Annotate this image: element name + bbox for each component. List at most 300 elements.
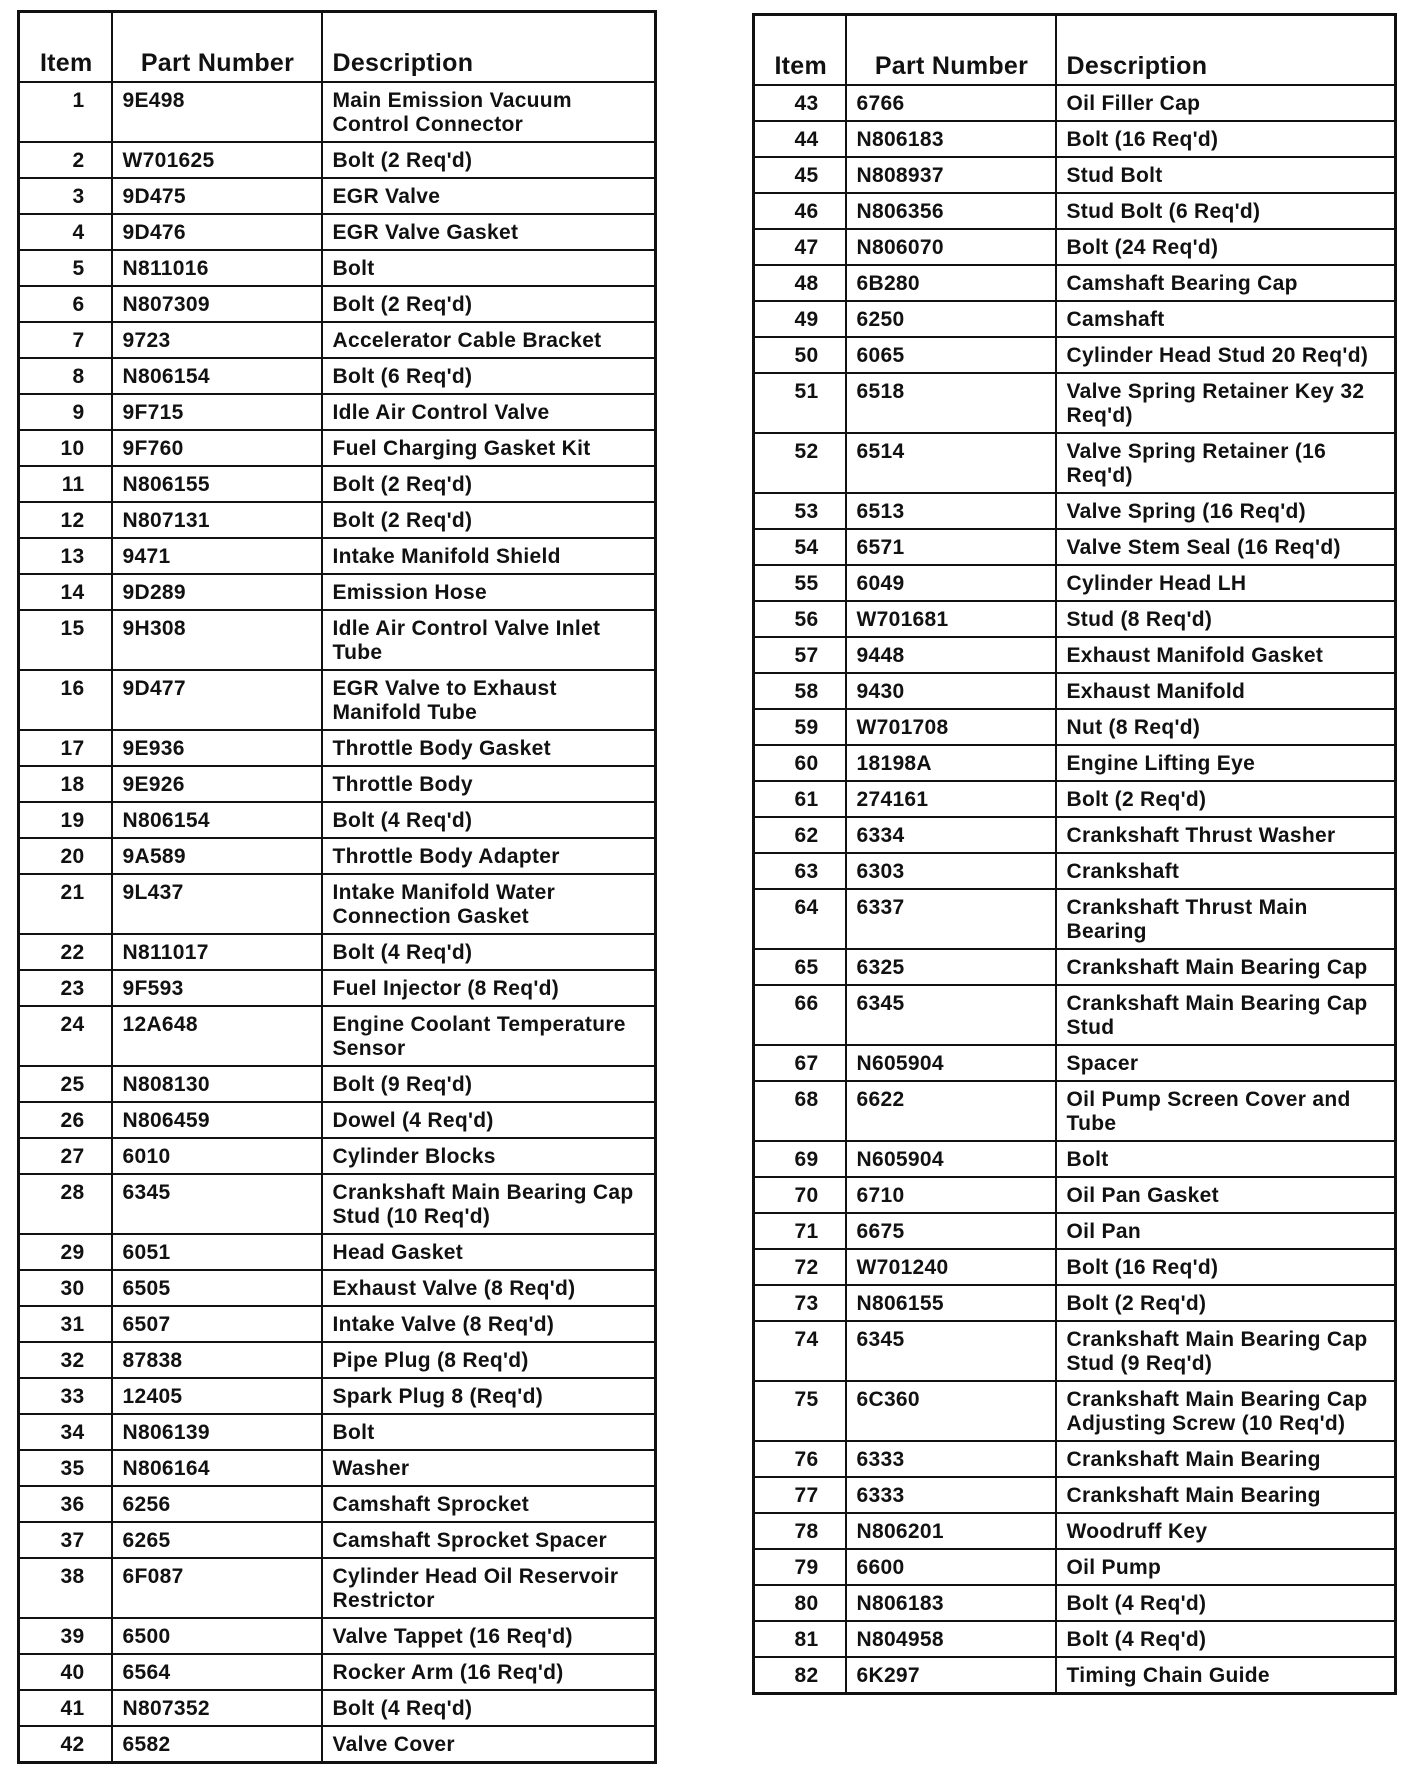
- part-number-cell: 6564: [112, 1654, 322, 1690]
- table-row: [19, 1486, 656, 1522]
- description-cell: Oil Filler Cap: [1056, 85, 1396, 121]
- item-number-cell: 29: [19, 1234, 112, 1270]
- table-row: [19, 358, 656, 394]
- table-row: [754, 1213, 1396, 1249]
- item-number-cell: 45: [754, 157, 846, 193]
- table-row: [754, 85, 1396, 121]
- table-row: [19, 610, 656, 670]
- description-cell: Stud (8 Req'd): [1056, 601, 1396, 637]
- part-number-cell: W701240: [846, 1249, 1056, 1285]
- description-cell: Dowel (4 Req'd): [322, 1102, 656, 1138]
- table-row: [754, 1441, 1396, 1477]
- part-number-cell: 6303: [846, 853, 1056, 889]
- table-row: [754, 1321, 1396, 1381]
- table-row: [19, 766, 656, 802]
- description-cell: Crankshaft Main Bearing Cap Stud (10 Req'd): [322, 1174, 656, 1234]
- description-cell: Bolt: [322, 1414, 656, 1450]
- part-number-cell: N811017: [112, 934, 322, 970]
- item-number-cell: 70: [754, 1177, 846, 1213]
- part-number-cell: 6B280: [846, 265, 1056, 301]
- description-cell: Bolt (16 Req'd): [1056, 121, 1396, 157]
- table-row: [19, 1414, 656, 1450]
- item-number-cell: 18: [19, 766, 112, 802]
- table-row: [19, 214, 656, 250]
- header-row: [19, 12, 656, 82]
- description-cell: Exhaust Valve (8 Req'd): [322, 1270, 656, 1306]
- item-number-cell: 9: [19, 394, 112, 430]
- description-cell: Crankshaft Main Bearing: [1056, 1441, 1396, 1477]
- part-number-cell: 6334: [846, 817, 1056, 853]
- item-number-cell: 26: [19, 1102, 112, 1138]
- item-number-cell: 33: [19, 1378, 112, 1414]
- table-row: [754, 601, 1396, 637]
- part-number-cell: 9E936: [112, 730, 322, 766]
- description-cell: Cylinder Head Stud 20 Req'd): [1056, 337, 1396, 373]
- part-number-cell: 6675: [846, 1213, 1056, 1249]
- header-row: [754, 15, 1396, 85]
- description-cell: Idle Air Control Valve: [322, 394, 656, 430]
- item-number-cell: 24: [19, 1006, 112, 1066]
- part-number-cell: N605904: [846, 1045, 1056, 1081]
- part-number-cell: W701625: [112, 142, 322, 178]
- item-number-cell: 76: [754, 1441, 846, 1477]
- part-number-cell: 6333: [846, 1477, 1056, 1513]
- part-number-cell: 6345: [846, 985, 1056, 1045]
- item-number-cell: 7: [19, 322, 112, 358]
- table-row: [754, 529, 1396, 565]
- description-cell: Bolt (4 Req'd): [322, 934, 656, 970]
- description-cell: Accelerator Cable Bracket: [322, 322, 656, 358]
- description-cell: Spark Plug 8 (Req'd): [322, 1378, 656, 1414]
- table-row: [754, 265, 1396, 301]
- part-number-cell: N806070: [846, 229, 1056, 265]
- description-cell: Idle Air Control Valve Inlet Tube: [322, 610, 656, 670]
- description-cell: Bolt (4 Req'd): [1056, 1585, 1396, 1621]
- table-row: [754, 1081, 1396, 1141]
- part-number-cell: 9L437: [112, 874, 322, 934]
- description-cell: Oil Pump Screen Cover and Tube: [1056, 1081, 1396, 1141]
- part-number-cell: 12A648: [112, 1006, 322, 1066]
- part-number-cell: 87838: [112, 1342, 322, 1378]
- table-row: [754, 565, 1396, 601]
- item-number-cell: 73: [754, 1285, 846, 1321]
- part-number-cell: 6507: [112, 1306, 322, 1342]
- description-cell: Crankshaft Thrust Washer: [1056, 817, 1396, 853]
- item-number-cell: 6: [19, 286, 112, 322]
- item-number-cell: 80: [754, 1585, 846, 1621]
- description-header: Description: [322, 12, 656, 82]
- parts-table-left: [17, 10, 657, 1764]
- item-number-cell: 23: [19, 970, 112, 1006]
- part-number-cell: 9F715: [112, 394, 322, 430]
- item-number-cell: 5: [19, 250, 112, 286]
- table-row: [19, 1378, 656, 1414]
- table-row: [19, 1270, 656, 1306]
- table-row: [754, 157, 1396, 193]
- item-number-cell: 43: [754, 85, 846, 121]
- part-number-cell: 6518: [846, 373, 1056, 433]
- table-row: [19, 874, 656, 934]
- description-cell: Bolt: [322, 250, 656, 286]
- description-cell: Valve Spring (16 Req'd): [1056, 493, 1396, 529]
- table-row: [754, 301, 1396, 337]
- description-cell: Intake Manifold Water Connection Gasket: [322, 874, 656, 934]
- table-body-right: [754, 85, 1396, 1694]
- part-number-cell: 9723: [112, 322, 322, 358]
- item-number-cell: 31: [19, 1306, 112, 1342]
- description-cell: Crankshaft Main Bearing: [1056, 1477, 1396, 1513]
- item-number-cell: 28: [19, 1174, 112, 1234]
- table-row: [19, 970, 656, 1006]
- description-cell: Exhaust Manifold: [1056, 673, 1396, 709]
- item-number-cell: 67: [754, 1045, 846, 1081]
- table-row: [19, 838, 656, 874]
- part-number-cell: N806356: [846, 193, 1056, 229]
- item-number-cell: 17: [19, 730, 112, 766]
- table-row: [754, 1477, 1396, 1513]
- table-row: [754, 373, 1396, 433]
- table-row: [754, 637, 1396, 673]
- table-body-left: [19, 82, 656, 1763]
- description-cell: Head Gasket: [322, 1234, 656, 1270]
- description-cell: Valve Spring Retainer Key 32 Req'd): [1056, 373, 1396, 433]
- table-row: [19, 574, 656, 610]
- description-cell: Cylinder Head LH: [1056, 565, 1396, 601]
- item-number-cell: 2: [19, 142, 112, 178]
- table-row: [19, 1006, 656, 1066]
- description-cell: Stud Bolt (6 Req'd): [1056, 193, 1396, 229]
- table-row: [19, 394, 656, 430]
- item-number-cell: 51: [754, 373, 846, 433]
- table-row: [754, 853, 1396, 889]
- part-number-cell: 6010: [112, 1138, 322, 1174]
- part-number-cell: 9430: [846, 673, 1056, 709]
- part-number-cell: 6325: [846, 949, 1056, 985]
- description-cell: Bolt (2 Req'd): [1056, 781, 1396, 817]
- item-number-cell: 19: [19, 802, 112, 838]
- table-row: [19, 1522, 656, 1558]
- item-number-cell: 65: [754, 949, 846, 985]
- table-row: [19, 250, 656, 286]
- table-row: [754, 121, 1396, 157]
- description-cell: Crankshaft: [1056, 853, 1396, 889]
- description-cell: Bolt (2 Req'd): [1056, 1285, 1396, 1321]
- part-number-cell: 9D476: [112, 214, 322, 250]
- table-row: [19, 730, 656, 766]
- table-row: [19, 82, 656, 142]
- item-number-cell: 48: [754, 265, 846, 301]
- description-cell: Bolt (4 Req'd): [322, 1690, 656, 1726]
- part-number-cell: 9H308: [112, 610, 322, 670]
- part-number-cell: 6250: [846, 301, 1056, 337]
- description-cell: Valve Stem Seal (16 Req'd): [1056, 529, 1396, 565]
- item-number-cell: 71: [754, 1213, 846, 1249]
- description-cell: Valve Cover: [322, 1726, 656, 1763]
- table-row: [19, 1306, 656, 1342]
- part-number-cell: N808130: [112, 1066, 322, 1102]
- description-cell: Bolt (2 Req'd): [322, 502, 656, 538]
- description-cell: Throttle Body Adapter: [322, 838, 656, 874]
- part-number-cell: N806154: [112, 358, 322, 394]
- description-cell: Fuel Charging Gasket Kit: [322, 430, 656, 466]
- item-number-cell: 37: [19, 1522, 112, 1558]
- item-number-cell: 55: [754, 565, 846, 601]
- part-number-cell: N807309: [112, 286, 322, 322]
- description-cell: Stud Bolt: [1056, 157, 1396, 193]
- description-cell: Oil Pump: [1056, 1549, 1396, 1585]
- table-row: [19, 934, 656, 970]
- part-number-cell: 6600: [846, 1549, 1056, 1585]
- part-number-cell: 6265: [112, 1522, 322, 1558]
- description-cell: EGR Valve to Exhaust Manifold Tube: [322, 670, 656, 730]
- description-cell: Exhaust Manifold Gasket: [1056, 637, 1396, 673]
- part-number-cell: N806164: [112, 1450, 322, 1486]
- description-cell: Cylinder Head Oil Reservoir Restrictor: [322, 1558, 656, 1618]
- table-row: [19, 1102, 656, 1138]
- item-number-cell: 63: [754, 853, 846, 889]
- table-row: [19, 1174, 656, 1234]
- description-cell: Emission Hose: [322, 574, 656, 610]
- description-cell: Valve Tappet (16 Req'd): [322, 1618, 656, 1654]
- part-number-cell: N806183: [846, 1585, 1056, 1621]
- table-row: [754, 1621, 1396, 1657]
- item-number-cell: 8: [19, 358, 112, 394]
- part-number-cell: 9D477: [112, 670, 322, 730]
- table-row: [754, 337, 1396, 373]
- item-header: Item: [754, 15, 846, 85]
- description-cell: Bolt: [1056, 1141, 1396, 1177]
- description-cell: Bolt (2 Req'd): [322, 142, 656, 178]
- table-row: [19, 1654, 656, 1690]
- item-number-cell: 62: [754, 817, 846, 853]
- table-row: [19, 538, 656, 574]
- table-row: [754, 1513, 1396, 1549]
- item-number-cell: 61: [754, 781, 846, 817]
- table-row: [754, 1177, 1396, 1213]
- part-number-cell: 6500: [112, 1618, 322, 1654]
- part-number-cell: W701708: [846, 709, 1056, 745]
- description-cell: Main Emission Vacuum Control Connector: [322, 82, 656, 142]
- description-cell: Bolt (16 Req'd): [1056, 1249, 1396, 1285]
- part-number-cell: 9471: [112, 538, 322, 574]
- part-number-cell: 6333: [846, 1441, 1056, 1477]
- part-number-cell: N605904: [846, 1141, 1056, 1177]
- item-number-cell: 42: [19, 1726, 112, 1763]
- item-number-cell: 82: [754, 1657, 846, 1694]
- item-number-cell: 44: [754, 121, 846, 157]
- description-cell: Camshaft Bearing Cap: [1056, 265, 1396, 301]
- part-number-cell: 9F760: [112, 430, 322, 466]
- item-number-cell: 69: [754, 1141, 846, 1177]
- part-number-cell: N806155: [112, 466, 322, 502]
- description-cell: Engine Lifting Eye: [1056, 745, 1396, 781]
- table-row: [19, 1342, 656, 1378]
- description-cell: Pipe Plug (8 Req'd): [322, 1342, 656, 1378]
- item-number-cell: 15: [19, 610, 112, 670]
- description-cell: Crankshaft Main Bearing Cap Stud: [1056, 985, 1396, 1045]
- table-row: [19, 502, 656, 538]
- table-row: [754, 889, 1396, 949]
- description-cell: Bolt (9 Req'd): [322, 1066, 656, 1102]
- item-header: Item: [19, 12, 112, 82]
- description-cell: Oil Pan: [1056, 1213, 1396, 1249]
- item-number-cell: 47: [754, 229, 846, 265]
- part-number-cell: N806201: [846, 1513, 1056, 1549]
- item-number-cell: 14: [19, 574, 112, 610]
- item-number-cell: 12: [19, 502, 112, 538]
- table-row: [19, 1138, 656, 1174]
- description-cell: EGR Valve Gasket: [322, 214, 656, 250]
- item-number-cell: 1: [19, 82, 112, 142]
- table-row: [19, 322, 656, 358]
- part-number-cell: 9E926: [112, 766, 322, 802]
- table-row: [754, 1381, 1396, 1441]
- part-number-cell: N807352: [112, 1690, 322, 1726]
- item-number-cell: 81: [754, 1621, 846, 1657]
- part-number-cell: 6514: [846, 433, 1056, 493]
- part-number-cell: 9D475: [112, 178, 322, 214]
- description-cell: Crankshaft Main Bearing Cap Adjusting Screw (10 Req'd): [1056, 1381, 1396, 1441]
- part-number-cell: N806139: [112, 1414, 322, 1450]
- part-number-cell: 6F087: [112, 1558, 322, 1618]
- item-number-cell: 30: [19, 1270, 112, 1306]
- description-cell: Camshaft Sprocket Spacer: [322, 1522, 656, 1558]
- description-cell: Crankshaft Main Bearing Cap: [1056, 949, 1396, 985]
- item-number-cell: 35: [19, 1450, 112, 1486]
- part-number-cell: 6571: [846, 529, 1056, 565]
- description-cell: Bolt (6 Req'd): [322, 358, 656, 394]
- description-cell: Bolt (24 Req'd): [1056, 229, 1396, 265]
- table-row: [754, 1657, 1396, 1694]
- description-cell: Nut (8 Req'd): [1056, 709, 1396, 745]
- table-row: [754, 1249, 1396, 1285]
- table-row: [754, 949, 1396, 985]
- table-row: [19, 1618, 656, 1654]
- item-number-cell: 10: [19, 430, 112, 466]
- part-number-cell: N806155: [846, 1285, 1056, 1321]
- description-cell: EGR Valve: [322, 178, 656, 214]
- part-number-cell: 18198A: [846, 745, 1056, 781]
- table-row: [754, 1141, 1396, 1177]
- part-number-cell: 6622: [846, 1081, 1056, 1141]
- table-row: [19, 1066, 656, 1102]
- description-cell: Camshaft: [1056, 301, 1396, 337]
- part-number-cell: N804958: [846, 1621, 1056, 1657]
- item-number-cell: 53: [754, 493, 846, 529]
- item-number-cell: 41: [19, 1690, 112, 1726]
- table-row: [754, 493, 1396, 529]
- description-cell: Valve Spring Retainer (16 Req'd): [1056, 433, 1396, 493]
- parts-table-right: [752, 13, 1397, 1695]
- item-number-cell: 38: [19, 1558, 112, 1618]
- item-number-cell: 36: [19, 1486, 112, 1522]
- item-number-cell: 72: [754, 1249, 846, 1285]
- part-number-cell: 9F593: [112, 970, 322, 1006]
- table-row: [754, 1549, 1396, 1585]
- table-row: [19, 1450, 656, 1486]
- table-row: [19, 142, 656, 178]
- description-cell: Oil Pan Gasket: [1056, 1177, 1396, 1213]
- description-cell: Bolt (2 Req'd): [322, 466, 656, 502]
- item-number-cell: 54: [754, 529, 846, 565]
- table-row: [19, 1726, 656, 1763]
- part-number-cell: 6065: [846, 337, 1056, 373]
- item-number-cell: 39: [19, 1618, 112, 1654]
- item-number-cell: 78: [754, 1513, 846, 1549]
- item-number-cell: 58: [754, 673, 846, 709]
- part-number-cell: 6049: [846, 565, 1056, 601]
- item-number-cell: 79: [754, 1549, 846, 1585]
- description-cell: Camshaft Sprocket: [322, 1486, 656, 1522]
- table-row: [754, 781, 1396, 817]
- item-number-cell: 11: [19, 466, 112, 502]
- part-number-cell: 6710: [846, 1177, 1056, 1213]
- item-number-cell: 32: [19, 1342, 112, 1378]
- item-number-cell: 52: [754, 433, 846, 493]
- table-row: [754, 709, 1396, 745]
- part-number-cell: N807131: [112, 502, 322, 538]
- part-number-cell: 6766: [846, 85, 1056, 121]
- item-number-cell: 60: [754, 745, 846, 781]
- description-cell: Crankshaft Thrust Main Bearing: [1056, 889, 1396, 949]
- item-number-cell: 46: [754, 193, 846, 229]
- part-number-cell: N808937: [846, 157, 1056, 193]
- table-row: [19, 286, 656, 322]
- table-row: [19, 802, 656, 838]
- description-cell: Spacer: [1056, 1045, 1396, 1081]
- table-row: [754, 673, 1396, 709]
- part-number-cell: W701681: [846, 601, 1056, 637]
- item-number-cell: 77: [754, 1477, 846, 1513]
- item-number-cell: 3: [19, 178, 112, 214]
- part-number-cell: 6051: [112, 1234, 322, 1270]
- part-number-header: Part Number: [846, 15, 1056, 85]
- description-cell: Bolt (2 Req'd): [322, 286, 656, 322]
- description-cell: Intake Valve (8 Req'd): [322, 1306, 656, 1342]
- item-number-cell: 20: [19, 838, 112, 874]
- description-cell: Bolt (4 Req'd): [322, 802, 656, 838]
- table-row: [754, 433, 1396, 493]
- item-number-cell: 4: [19, 214, 112, 250]
- item-number-cell: 34: [19, 1414, 112, 1450]
- description-cell: Fuel Injector (8 Req'd): [322, 970, 656, 1006]
- item-number-cell: 13: [19, 538, 112, 574]
- description-cell: Intake Manifold Shield: [322, 538, 656, 574]
- description-cell: Rocker Arm (16 Req'd): [322, 1654, 656, 1690]
- item-number-cell: 49: [754, 301, 846, 337]
- item-number-cell: 50: [754, 337, 846, 373]
- table-row: [754, 1585, 1396, 1621]
- item-number-cell: 57: [754, 637, 846, 673]
- part-number-cell: 9E498: [112, 82, 322, 142]
- item-number-cell: 40: [19, 1654, 112, 1690]
- description-header: Description: [1056, 15, 1396, 85]
- table-row: [19, 1690, 656, 1726]
- item-number-cell: 75: [754, 1381, 846, 1441]
- table-row: [754, 1285, 1396, 1321]
- part-number-cell: 6337: [846, 889, 1056, 949]
- description-cell: Woodruff Key: [1056, 1513, 1396, 1549]
- part-number-cell: 6345: [112, 1174, 322, 1234]
- item-number-cell: 74: [754, 1321, 846, 1381]
- part-number-cell: 274161: [846, 781, 1056, 817]
- item-number-cell: 64: [754, 889, 846, 949]
- description-cell: Engine Coolant Temperature Sensor: [322, 1006, 656, 1066]
- item-number-cell: 21: [19, 874, 112, 934]
- part-number-header: Part Number: [112, 12, 322, 82]
- item-number-cell: 59: [754, 709, 846, 745]
- description-cell: Cylinder Blocks: [322, 1138, 656, 1174]
